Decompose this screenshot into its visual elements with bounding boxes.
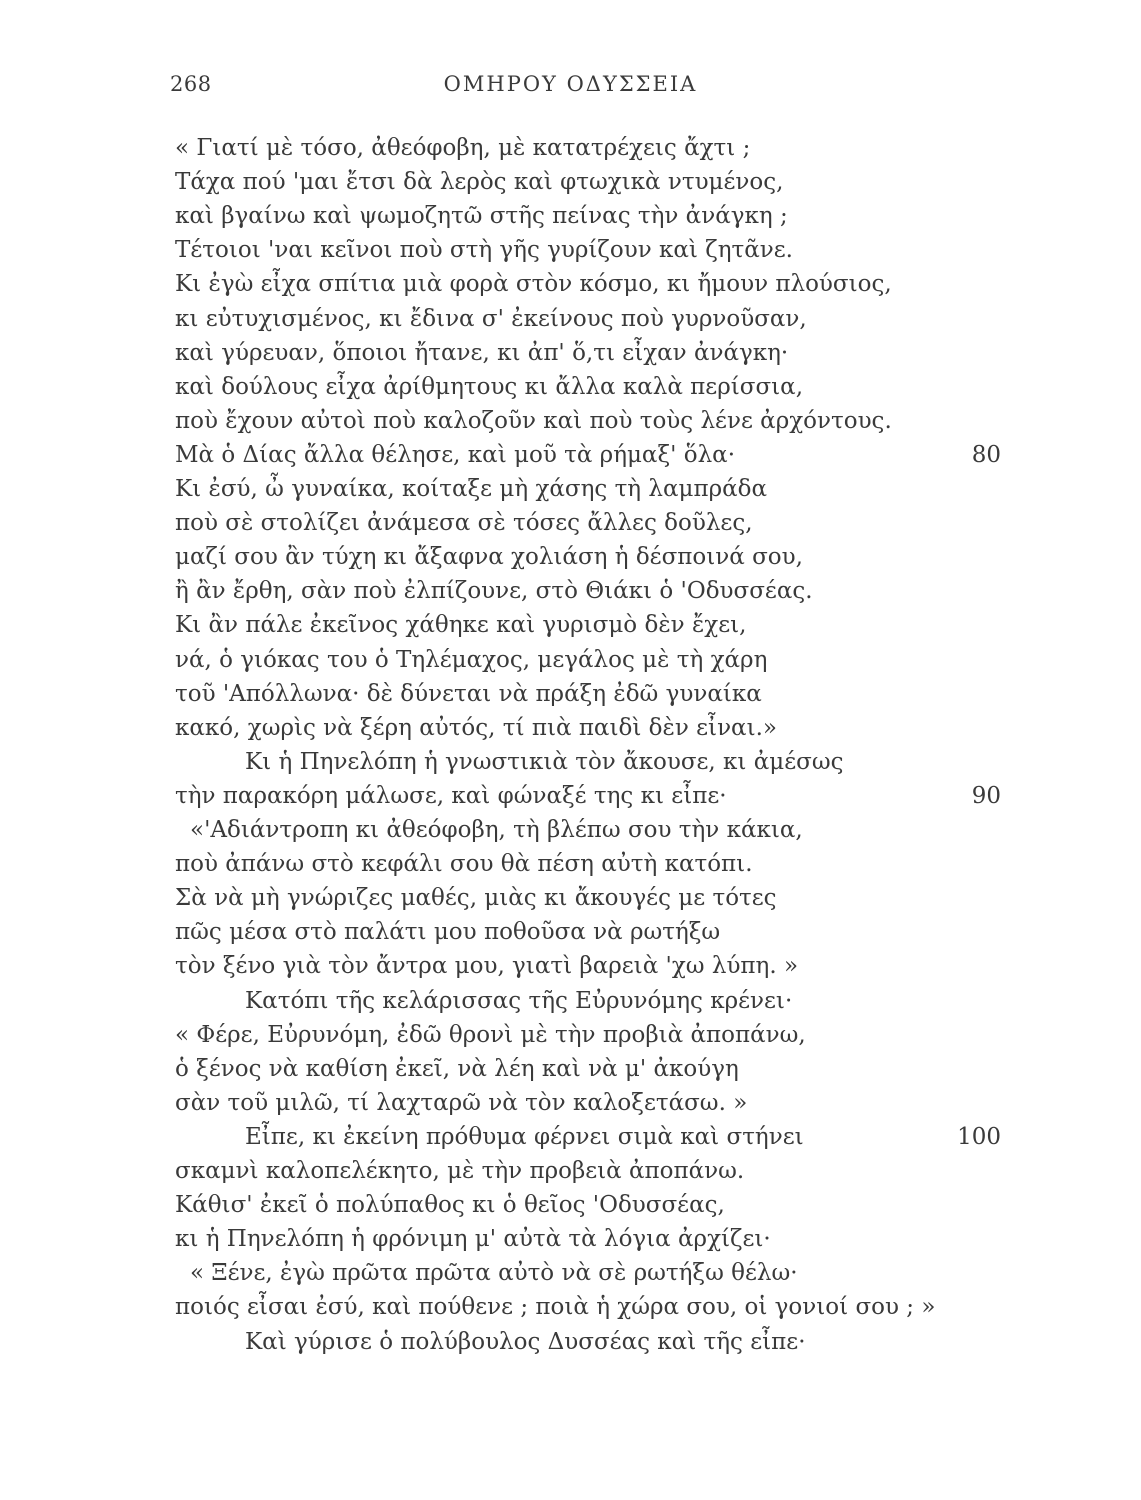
verse-text: ἢ ἂν ἔρθη, σὰν ποὺ ἐλπίζουνε, στὸ Θιάκι ὁ 'Οδυσσέας. xyxy=(175,578,813,605)
verse-text: « Γιατί μὲ τόσο, ἀθεόφοβη, μὲ κατατρέχεις ἄχτι ; xyxy=(175,135,751,161)
verse-text: « Φέρε, Εὐρυνόμη, ἐδῶ θρονὶ μὲ τὴν προβιὰ ἀποπάνω, xyxy=(175,1021,806,1048)
line-number: 80 xyxy=(971,441,1001,468)
verse-text: κι ἡ Πηνελόπη ἡ φρόνιμη μ' αὐτὰ τὰ λόγια ἀρχίζει· xyxy=(175,1226,771,1253)
verse-text: Κι ἐγὼ εἶχα σπίτια μιὰ φορὰ στὸν κόσμο, κι ἤμουν πλούσιος, xyxy=(175,271,892,298)
verse-text: ποὺ ἀπάνω στὸ κεφάλι σου θὰ πέση αὐτὴ κατόπι. xyxy=(175,851,753,878)
verse-line xyxy=(0,402,1141,440)
verse-line xyxy=(0,777,1141,815)
verse-line xyxy=(0,675,1141,713)
verse-line xyxy=(0,811,1141,849)
verse-line xyxy=(0,879,1141,917)
verse-line xyxy=(0,470,1141,508)
verse-line xyxy=(0,982,1141,1020)
verse-text: ποιός εἶσαι ἐσύ, καὶ πούθενε ; ποιὰ ἡ χώρα σου, οἱ γονιοί σου ; » xyxy=(175,1294,936,1321)
verse-line xyxy=(0,845,1141,883)
verse-text: Κι ἡ Πηνελόπη ἡ γνωστικιὰ τὸν ἄκουσε, κι ἀμέσως xyxy=(245,748,844,775)
verse-line xyxy=(0,334,1141,372)
verse-text: Καὶ γύρισε ὁ πολύβουλος Δυσσέας καὶ τῆς εἶπε· xyxy=(245,1328,806,1355)
verse-text: Μὰ ὁ Δίας ἄλλα θέλησε, καὶ μοῦ τὰ ρήμαξ' ὅλα· xyxy=(175,441,736,468)
verse-text: ὁ ξένος νὰ καθίση ἐκεῖ, νὰ λέη καὶ νὰ μ' ἀκούγη xyxy=(175,1055,739,1082)
verse-line xyxy=(0,436,1141,474)
verse-text: Τάχα πού 'μαι ἔτσι δὰ λερὸς καὶ φτωχικὰ ντυμένος, xyxy=(175,169,784,196)
verse-line xyxy=(0,504,1141,542)
verse-line xyxy=(0,1016,1141,1054)
verse-line xyxy=(0,913,1141,951)
verse-text: Κι ἐσύ, ὦ γυναίκα, κοίταξε μὴ χάσης τὴ λαμπράδα xyxy=(175,476,768,502)
verse-line xyxy=(0,1084,1141,1122)
verse-line xyxy=(0,197,1141,235)
verse-text: κακό, χωρὶς νὰ ξέρη αὐτός, τί πιὰ παιδὶ δὲν εἶναι.» xyxy=(175,714,777,741)
line-number: 100 xyxy=(957,1123,1001,1150)
verse-line xyxy=(0,743,1141,781)
verse-text: νά, ὁ γιόκας του ὁ Τηλέμαχος, μεγάλος μὲ τὴ χάρη xyxy=(175,646,768,673)
verse-text: τὴν παρακόρη μάλωσε, καὶ φώναξέ της κι εἶπε· xyxy=(175,782,727,809)
verse-line xyxy=(0,1050,1141,1088)
verse-line xyxy=(0,641,1141,679)
page-number: 268 xyxy=(170,72,212,96)
verse-line xyxy=(0,231,1141,269)
verse-line xyxy=(0,1118,1141,1156)
verse-text: Σὰ νὰ μὴ γνώριζες μαθές, μιὰς κι ἄκουγές με τότες xyxy=(175,885,777,912)
verse-line xyxy=(0,1323,1141,1361)
verse-line xyxy=(0,1186,1141,1224)
verse-line xyxy=(0,300,1141,338)
page-header xyxy=(0,72,1141,102)
verse-text: ποὺ ἔχουν αὐτοὶ ποὺ καλοζοῦν καὶ ποὺ τοὺς λένε ἀρχόντους. xyxy=(175,407,892,434)
verse-text: καὶ βγαίνω καὶ ψωμοζητῶ στῆς πείνας τὴν ἀνάγκη ; xyxy=(175,203,788,230)
verse-text: Κάθισ' ἐκεῖ ὁ πολύπαθος κι ὁ θεῖος 'Οδυσσέας, xyxy=(175,1192,725,1219)
verse-text: τοῦ 'Απόλλωνα· δὲ δύνεται νὰ πράξη ἐδῶ γυναίκα xyxy=(175,680,762,707)
verse-text: Κι ἂν πάλε ἐκεῖνος χάθηκε καὶ γυρισμὸ δὲν ἔχει, xyxy=(175,612,747,639)
verse-text: τὸν ξένο γιὰ τὸν ἄντρα μου, γιατὶ βαρειὰ 'χω λύπη. » xyxy=(175,953,799,980)
verse-line xyxy=(0,1152,1141,1190)
verse-line xyxy=(0,947,1141,985)
verse-line xyxy=(0,709,1141,747)
verse-line xyxy=(0,368,1141,406)
verse-line xyxy=(0,538,1141,576)
verse-line xyxy=(0,265,1141,303)
verse-text: πῶς μέσα στὸ παλάτι μου ποθοῦσα νὰ ρωτήξω xyxy=(175,919,721,946)
verse-text: Τέτοιοι 'ναι κεῖνοι ποὺ στὴ γῆς γυρίζουν καὶ ζητᾶνε. xyxy=(175,237,793,264)
verse-line xyxy=(0,1288,1141,1326)
verse-text: ποὺ σὲ στολίζει ἀνάμεσα σὲ τόσες ἄλλες δοῦλες, xyxy=(175,510,753,537)
verse-line xyxy=(0,1220,1141,1258)
verse-text: «'Αδιάντροπη κι ἀθεόφοβη, τὴ βλέπω σου τὴν κάκια, xyxy=(190,817,803,843)
line-number: 90 xyxy=(971,782,1001,809)
verse-line xyxy=(0,163,1141,201)
verse-line xyxy=(0,606,1141,644)
running-title: ΟΜΗΡΟΥ ΟΔΥΣΣΕΙΑ xyxy=(443,72,698,96)
verse-text: Κατόπι τῆς κελάρισσας τῆς Εὐρυνόμης κρένει· xyxy=(245,987,793,1014)
verse-text: σὰν τοῦ μιλῶ, τί λαχταρῶ νὰ τὸν καλοξετάσω. » xyxy=(175,1089,748,1116)
verse-text: καὶ γύρευαν, ὅποιοι ἤτανε, κι ἀπ' ὅ,τι εἶχαν ἀνάγκη· xyxy=(175,339,789,366)
verse-text: μαζί σου ἂν τύχη κι ἄξαφνα χολιάση ἡ δέσποινά σου, xyxy=(175,544,803,571)
verse-text: κι εὐτυχισμένος, κι ἔδινα σ' ἐκείνους ποὺ γυρνοῦσαν, xyxy=(175,305,807,332)
verse-text: Εἶπε, κι ἐκείνη πρόθυμα φέρνει σιμὰ καὶ στήνει xyxy=(245,1123,804,1150)
verse-line xyxy=(0,572,1141,610)
verse-text: σκαμνὶ καλοπελέκητο, μὲ τὴν προβειὰ ἀποπάνω. xyxy=(175,1158,745,1184)
verse-line xyxy=(0,1254,1141,1292)
verse-line xyxy=(0,129,1141,167)
verse-text: « Ξένε, ἐγὼ πρῶτα πρῶτα αὐτὸ νὰ σὲ ρωτήξω θέλω· xyxy=(190,1260,798,1287)
verse-text: καὶ δούλους εἶχα ἀρίθμητους κι ἄλλα καλὰ περίσσια, xyxy=(175,373,804,400)
